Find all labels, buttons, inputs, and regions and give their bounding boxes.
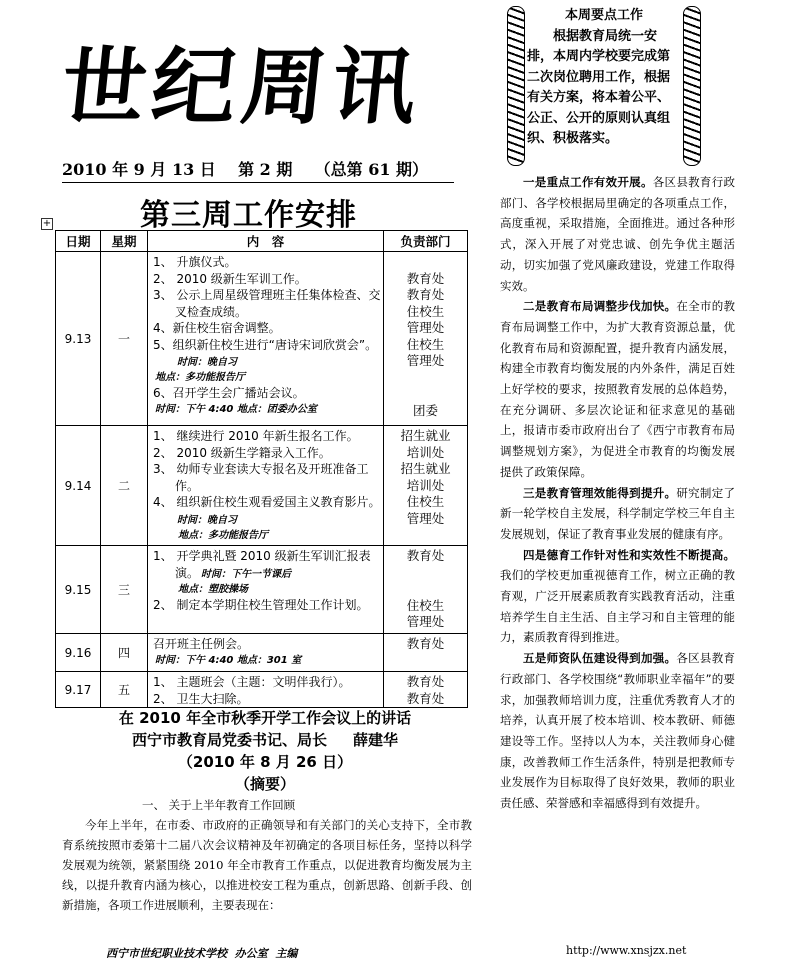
list-item: 1、 主题班会（主题：文明伴我行）。: [153, 675, 351, 689]
row-content: [148, 672, 384, 708]
paragraph-lead: 五是师资队伍建设得到加强。: [523, 651, 677, 666]
list-item: 2、 2010 级新生军训工作。: [153, 271, 307, 286]
list-item: 4、新住校生宿舍调整。: [153, 321, 281, 335]
paragraph-lead: 四是德育工作针对性和实效性不断提高。: [523, 547, 735, 562]
list-item: 2、 制定本学期住校生管理处工作计划。: [153, 597, 369, 612]
row-weekday: 四: [101, 634, 148, 672]
table-row: [56, 426, 468, 546]
paragraph-lead: 一是重点工作有效开展。: [523, 175, 653, 189]
dept-label: 招生就业: [400, 428, 451, 443]
list-item: [153, 494, 381, 528]
time-place-note: 时间：下午 4:40 地点：301 室: [155, 654, 302, 666]
masthead-title: 世纪周讯: [56, 37, 428, 136]
dept-label: 住校生: [406, 303, 445, 319]
row-date: 9.13: [56, 252, 101, 426]
week-title: 第三周工作安排: [140, 198, 357, 233]
row-date: 9.16: [56, 634, 101, 672]
dept-label: 管理处: [406, 320, 445, 335]
table-row: [56, 634, 468, 672]
dept-label: 管理处: [406, 510, 445, 526]
row-date: 9.14: [56, 426, 101, 546]
dept-label: 住校生: [406, 597, 445, 613]
list-item: 3、 公示上周星级管理班主任集体检查、交叉检查成绩。: [153, 288, 381, 319]
dept-label: 教育处: [406, 674, 445, 689]
dept-label: 教育处: [406, 636, 445, 651]
dept-label: 团委: [412, 402, 438, 418]
paragraph-text: 研究制定了新一轮学校自主发展，科学制定学校三年自主发展规划，保证了教育事业发展的健康有序。: [500, 485, 736, 541]
list-item: 2、 2010 级新生学籍录入工作。: [153, 445, 331, 460]
speech-paragraph: 今年上半年，在市委、市政府的正确领导和有关部门的关心支持下，全市教育系统按照市委第十二届八次会议精神及年初确定的各项目标任务，坚持以科学发展观为统领，紧紧围绕 2010 年全市教育工作重点，以促进教育均衡发展为主线，以提升教育内涵为核心，以推进校安工程为重点，创新思路、创新手段、创新措施，各项工作进展顺利，主要表现在：: [62, 818, 472, 912]
list-item: 召开班主任例会。: [153, 637, 250, 651]
footer-url[interactable]: http://www.xnsjzx.net: [566, 944, 687, 957]
list-item: 1、 升旗仪式。: [153, 255, 237, 269]
list-item: [153, 337, 381, 371]
time-place-note: 时间：下午 4:40 地点：团委办公室: [155, 403, 317, 415]
header-content: 内 容: [148, 231, 384, 252]
paragraph-lead: 二是教育布局调整步伐加快。: [523, 299, 677, 314]
speech-title: 在 2010 年全市秋季开学工作会议上的讲话: [118, 709, 412, 727]
list-item: 2、 卫生大扫除。: [153, 691, 249, 706]
dept-label: 招生就业: [400, 461, 451, 476]
row-depts: [384, 672, 468, 708]
paragraph-text: 各区县教育行政部门、各学校根据局里确定的各项重点工作，高度重视，采取措施，全面推进。通过各种形式，深入开展了对党忠诚、创先争优主题活动，切实加强了党风廉政建设，党建工作取得实效。: [500, 175, 735, 293]
row-date: 9.17: [56, 672, 101, 708]
paragraph-lead: 三是教育管理效能得到提升。: [523, 485, 677, 500]
row-depts: [384, 634, 468, 672]
list-item: [153, 548, 381, 582]
speech-body: [62, 795, 472, 915]
list-item: 3、 幼师专业套读大专报名及开班准备工作。: [153, 462, 369, 493]
speech-section-heading: 一、 关于上半年教育工作回顾: [142, 798, 296, 812]
row-depts: [384, 426, 468, 546]
place-note: 地点：塑胶操场: [178, 583, 248, 595]
dept-label: 教育处: [406, 690, 445, 706]
banner-text: 根据教育局统一安排，本周内学校要完成第二次岗位聘用工作，根据有关方案，将本着公平、公正、公开的原则认真组织、积极落实。: [527, 28, 671, 146]
dept-label: 教育处: [406, 287, 445, 302]
header-date: 日期: [56, 231, 101, 252]
header-weekday: 星期: [101, 231, 148, 252]
paragraph-text: 我们的学校更加重视德育工作，树立正确的教育观，广泛开展素质教育实践教育活动，注重培养学生自主生活、自主学习和自主管理的能力，素质教育得到推进。: [500, 568, 735, 645]
scroll-ornament-right-icon: [683, 6, 701, 166]
list-item-text: 5、组织新住校生进行“唐诗宋词欣赏会”。: [153, 337, 378, 352]
dept-label: 住校生: [406, 494, 445, 509]
banner-title: 本周要点工作: [564, 8, 643, 23]
dept-label: 管理处: [406, 614, 445, 629]
dept-label: 教育处: [406, 548, 445, 563]
speech-author: 西宁市教育局党委书记、局长 薛建华: [131, 731, 399, 749]
footer-editor: 西宁市世纪职业技术学校 办公室 主编: [106, 947, 298, 960]
speech-date: （2010 年 8 月 26 日）: [177, 753, 353, 771]
table-header-row: [56, 231, 468, 252]
weekly-focus-banner: [507, 6, 701, 164]
list-item: 1、 继续进行 2010 年新生报名工作。: [153, 429, 359, 443]
row-date: 9.15: [56, 546, 101, 634]
right-article: [500, 172, 735, 814]
speech-abstract-label: （摘要）: [234, 775, 295, 793]
list-item-text: 4、 组织新住校生观看爱国主义教育影片。: [153, 495, 381, 509]
row-content: [148, 252, 384, 426]
row-content: [148, 546, 384, 634]
time-note: 时间：晚自习: [177, 514, 237, 526]
paragraph-text: 在全市的教育布局调整工作中，为扩大教育资源总量，优化教育布局和资源配置，提升教育内涵发展，构建全市教育均衡发展的内外条件，满足百姓上好学校的要求，按照教育发展的总体趋势，在充分调研、多层次论证和征求意见的基础上，报请市委市政府出台了《西宁市教育布局调整规划方案》，为促进全市教育的均衡发展提供了政策保障。: [500, 299, 736, 479]
paragraph-text: 各区县教育行政部门、各学校围绕“教师职业幸福年”的要求，加强教师培训力度，注重优秀教育人才的培养，认真开展了校本培训、校本教研、师德建设等工作。坚持以人为本，关注教师身心健康，改善教师工作生活条件，特别是把教师专业发展作为目标取得了良好效果，教师的职业责任感、荣誉感和幸福感得到有效提升。: [500, 651, 736, 811]
list-item: 6、召开学生会广播站会议。: [153, 386, 305, 400]
table-move-handle-icon[interactable]: +: [42, 218, 52, 229]
table-row: [56, 252, 468, 426]
row-content: [148, 634, 384, 672]
list-item-text: 1、 开学典礼暨 2010 级新生军训汇报表演。: [153, 549, 371, 580]
dept-label: 教育处: [406, 270, 445, 286]
time-note: 时间：下午一节课后: [201, 568, 292, 580]
row-depts: [384, 546, 468, 634]
article-paragraph: [500, 648, 735, 814]
table-row: [56, 672, 468, 708]
header-dept: 负责部门: [384, 231, 468, 252]
article-paragraph: [500, 296, 735, 482]
scroll-ornament-left-icon: [507, 6, 525, 166]
row-weekday: 二: [101, 426, 148, 546]
time-note: 时间：晚自习: [177, 357, 237, 368]
dept-label: 管理处: [406, 353, 445, 368]
article-paragraph: [500, 545, 735, 649]
row-weekday: 一: [101, 252, 148, 426]
article-paragraph: [500, 172, 735, 296]
schedule-table: [55, 230, 468, 708]
dept-label: 培训处: [406, 444, 445, 460]
speech-heading: [60, 707, 470, 795]
row-weekday: 三: [101, 546, 148, 634]
row-weekday: 五: [101, 672, 148, 708]
issue-line: 2010 年 9 月 13 日 第 2 期 （总第 61 期）: [62, 157, 454, 183]
row-depts: [384, 252, 468, 426]
table-row: [56, 546, 468, 634]
place-note: 地点：多功能报告厅: [155, 372, 245, 383]
dept-label: 培训处: [406, 477, 445, 493]
place-note: 地点：多功能报告厅: [178, 529, 268, 541]
article-paragraph: [500, 483, 735, 545]
dept-label: 住校生: [406, 336, 445, 352]
row-content: [148, 426, 384, 546]
